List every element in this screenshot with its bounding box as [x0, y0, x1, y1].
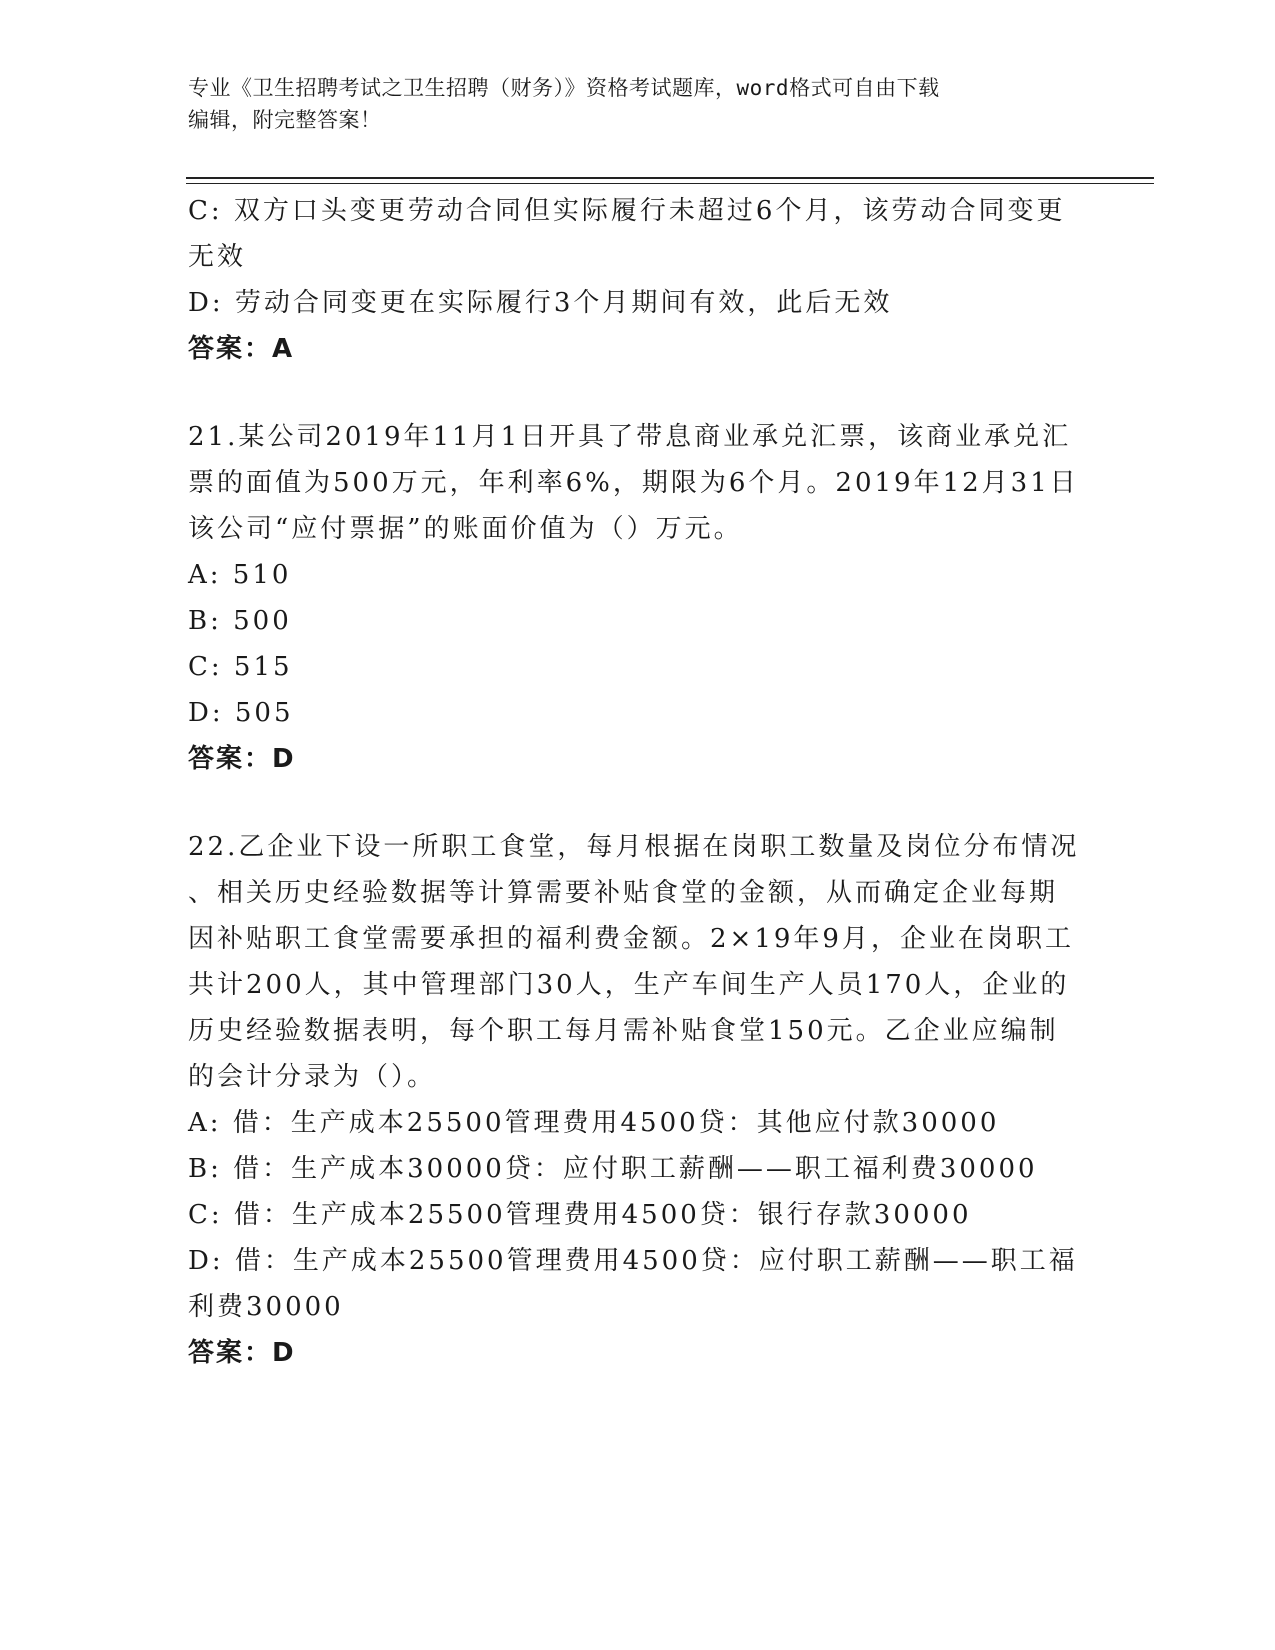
question-stem-line: 票的面值为500万元，年利率6%，期限为6个月。2019年12月31日 [188, 468, 1079, 498]
option-c: C: 515 [188, 652, 293, 682]
option-a: A: 510 [188, 560, 292, 590]
answer: 答案：A [188, 334, 295, 364]
option-d: D: 505 [188, 698, 294, 728]
option-d-line-2: 利费30000 [188, 1292, 344, 1322]
spacer [188, 782, 1088, 824]
header-line-2: 编辑，附完整答案！ [188, 108, 382, 132]
question-22 [188, 824, 1088, 1376]
spacer [188, 372, 1088, 414]
option-d-line-1: D: 借：生产成本25500管理费用4500贷：应付职工薪酬——职工福 [188, 1246, 1078, 1276]
question-stem-line: 22.乙企业下设一所职工食堂，每月根据在岗职工数量及岗位分布情况 [188, 832, 1080, 862]
option-c-line-1: C: 双方口头变更劳动合同但实际履行未超过6个月，该劳动合同变更 [188, 196, 1066, 226]
document-header [188, 72, 1088, 136]
option-d: D: 劳动合同变更在实际履行3个月期间有效，此后无效 [188, 288, 893, 318]
answer: 答案：D [188, 744, 296, 774]
option-a: A: 借：生产成本25500管理费用4500贷：其他应付款30000 [188, 1108, 1000, 1138]
question-stem-line: 该公司“应付票据”的账面价值为（）万元。 [188, 514, 743, 544]
option-c: C: 借：生产成本25500管理费用4500贷：银行存款30000 [188, 1200, 972, 1230]
question-21 [188, 414, 1088, 782]
answer: 答案：D [188, 1338, 296, 1368]
option-c-line-2: 无效 [188, 242, 247, 272]
question-stem-line: 、相关历史经验数据等计算需要补贴食堂的金额，从而确定企业每期 [188, 878, 1059, 908]
question-stem-line: 的会计分录为（）。 [188, 1062, 437, 1092]
question-stem-line: 21.某公司2019年11月1日开具了带息商业承兑汇票，该商业承兑汇 [188, 422, 1072, 452]
document-body [188, 188, 1088, 1376]
header-divider-thick [186, 177, 1154, 179]
option-b: B: 500 [188, 606, 292, 636]
question-stem-line: 历史经验数据表明，每个职工每月需补贴食堂150元。乙企业应编制 [188, 1016, 1059, 1046]
option-b: B: 借：生产成本30000贷：应付职工薪酬——职工福利费30000 [188, 1154, 1038, 1184]
question-stem-line: 因补贴职工食堂需要承担的福利费金额。2×19年9月，企业在岗职工 [188, 924, 1074, 954]
header-divider-thin [186, 183, 1154, 184]
question-stem-line: 共计200人，其中管理部门30人，生产车间生产人员170人，企业的 [188, 970, 1070, 1000]
prev-question-block [188, 188, 1088, 372]
header-line-1: 专业《卫生招聘考试之卫生招聘（财务）》资格考试题库，word格式可自由下载 [188, 76, 940, 100]
